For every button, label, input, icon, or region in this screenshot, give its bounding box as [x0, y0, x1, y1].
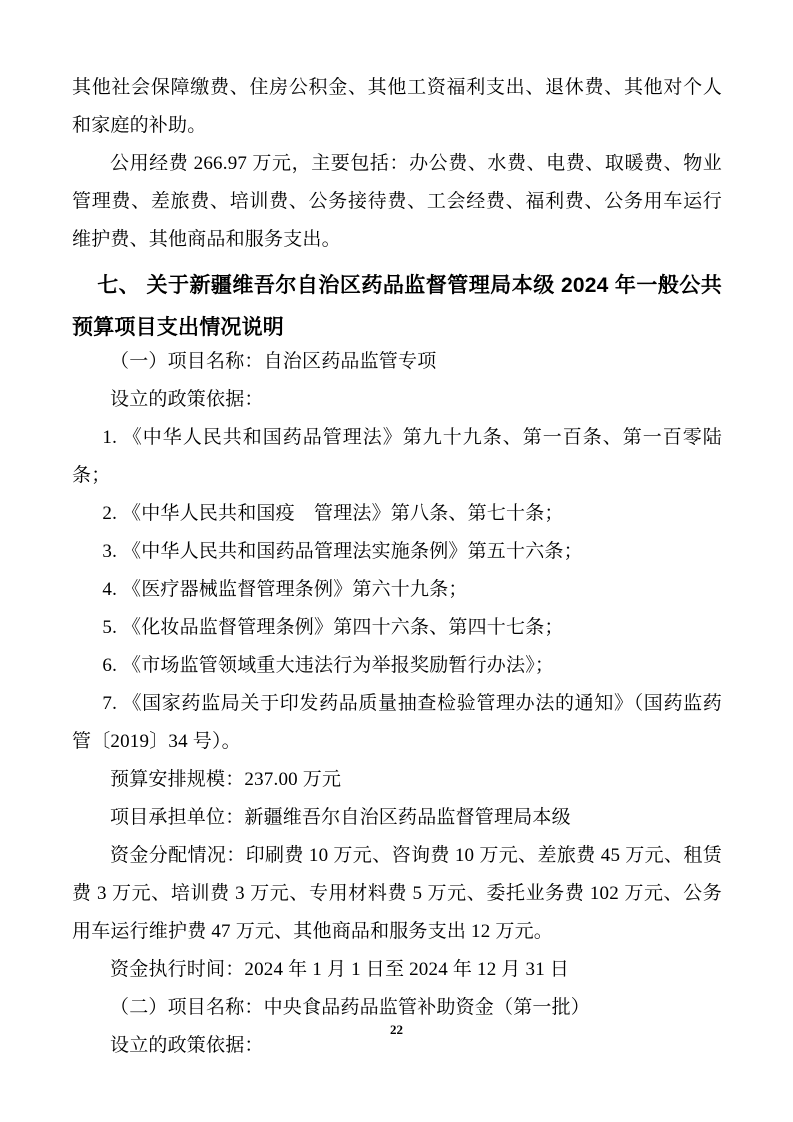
policy-item-2: 2. 《中华人民共和国疫 管理法》第八条、第七十条；: [102, 503, 564, 524]
line-project-two-name: （二）项目名称：中央食品药品监管补助资金（第一批）: [110, 997, 591, 1018]
line-budget-scale: 预算安排规模：237.00 万元: [110, 769, 342, 790]
section-seven-heading: 七、 关于新疆维吾尔自治区药品监督管理局本级 2024 年一般公共预算项目支出情况说明: [72, 274, 722, 339]
line-undertaking-unit: 项目承担单位：新疆维吾尔自治区药品监督管理局本级: [110, 807, 571, 828]
paragraph-public-expense: 公用经费 266.97 万元，主要包括：办公费、水费、电费、取暖费、物业管理费、差旅费、培训费、公务接待费、工会经费、福利费、公务用车运行维护费、其他商品和服务支出。: [72, 153, 722, 250]
paragraph-welfare-continuation: 其他社会保障缴费、住房公积金、其他工资福利支出、退休费、其他对个人和家庭的补助。: [72, 77, 722, 136]
policy-item-1: 1. 《中华人民共和国药品管理法》第九十九条、第一百条、第一百零陆条；: [72, 427, 722, 486]
policy-item-6: 6. 《市场监管领域重大违法行为举报奖励暂行办法》；: [102, 655, 555, 676]
policy-item-3: 3. 《中华人民共和国药品管理法实施条例》第五十六条；: [102, 541, 583, 562]
policy-item-4: 4. 《医疗器械监督管理条例》第六十九条；: [102, 579, 468, 600]
line-policy-basis-label-2: 设立的政策依据：: [110, 1035, 264, 1056]
page-number: 22: [390, 1022, 403, 1037]
line-policy-basis-label-1: 设立的政策依据：: [110, 389, 264, 410]
policy-item-7: 7. 《国家药监局关于印发药品质量抽查检验管理办法的通知》（国药监药管〔2019〕34 号）。: [72, 693, 722, 752]
document-content: [72, 69, 722, 1065]
paragraph-fund-allocation: 资金分配情况：印刷费 10 万元、咨询费 10 万元、差旅费 45 万元、租赁费 3 万元、培训费 3 万元、专用材料费 5 万元、委托业务费 102 万元、公务用车运行维护费 47 万元、其他商品和服务支出 12 万元。: [72, 845, 722, 942]
line-fund-execution-time: 资金执行时间：2024 年 1 月 1 日至 2024 年 12 月 31 日: [110, 959, 570, 980]
policy-item-5: 5. 《化妆品监督管理条例》第四十六条、第四十七条；: [102, 617, 564, 638]
line-project-one-name: （一）项目名称：自治区药品监管专项: [110, 351, 437, 372]
